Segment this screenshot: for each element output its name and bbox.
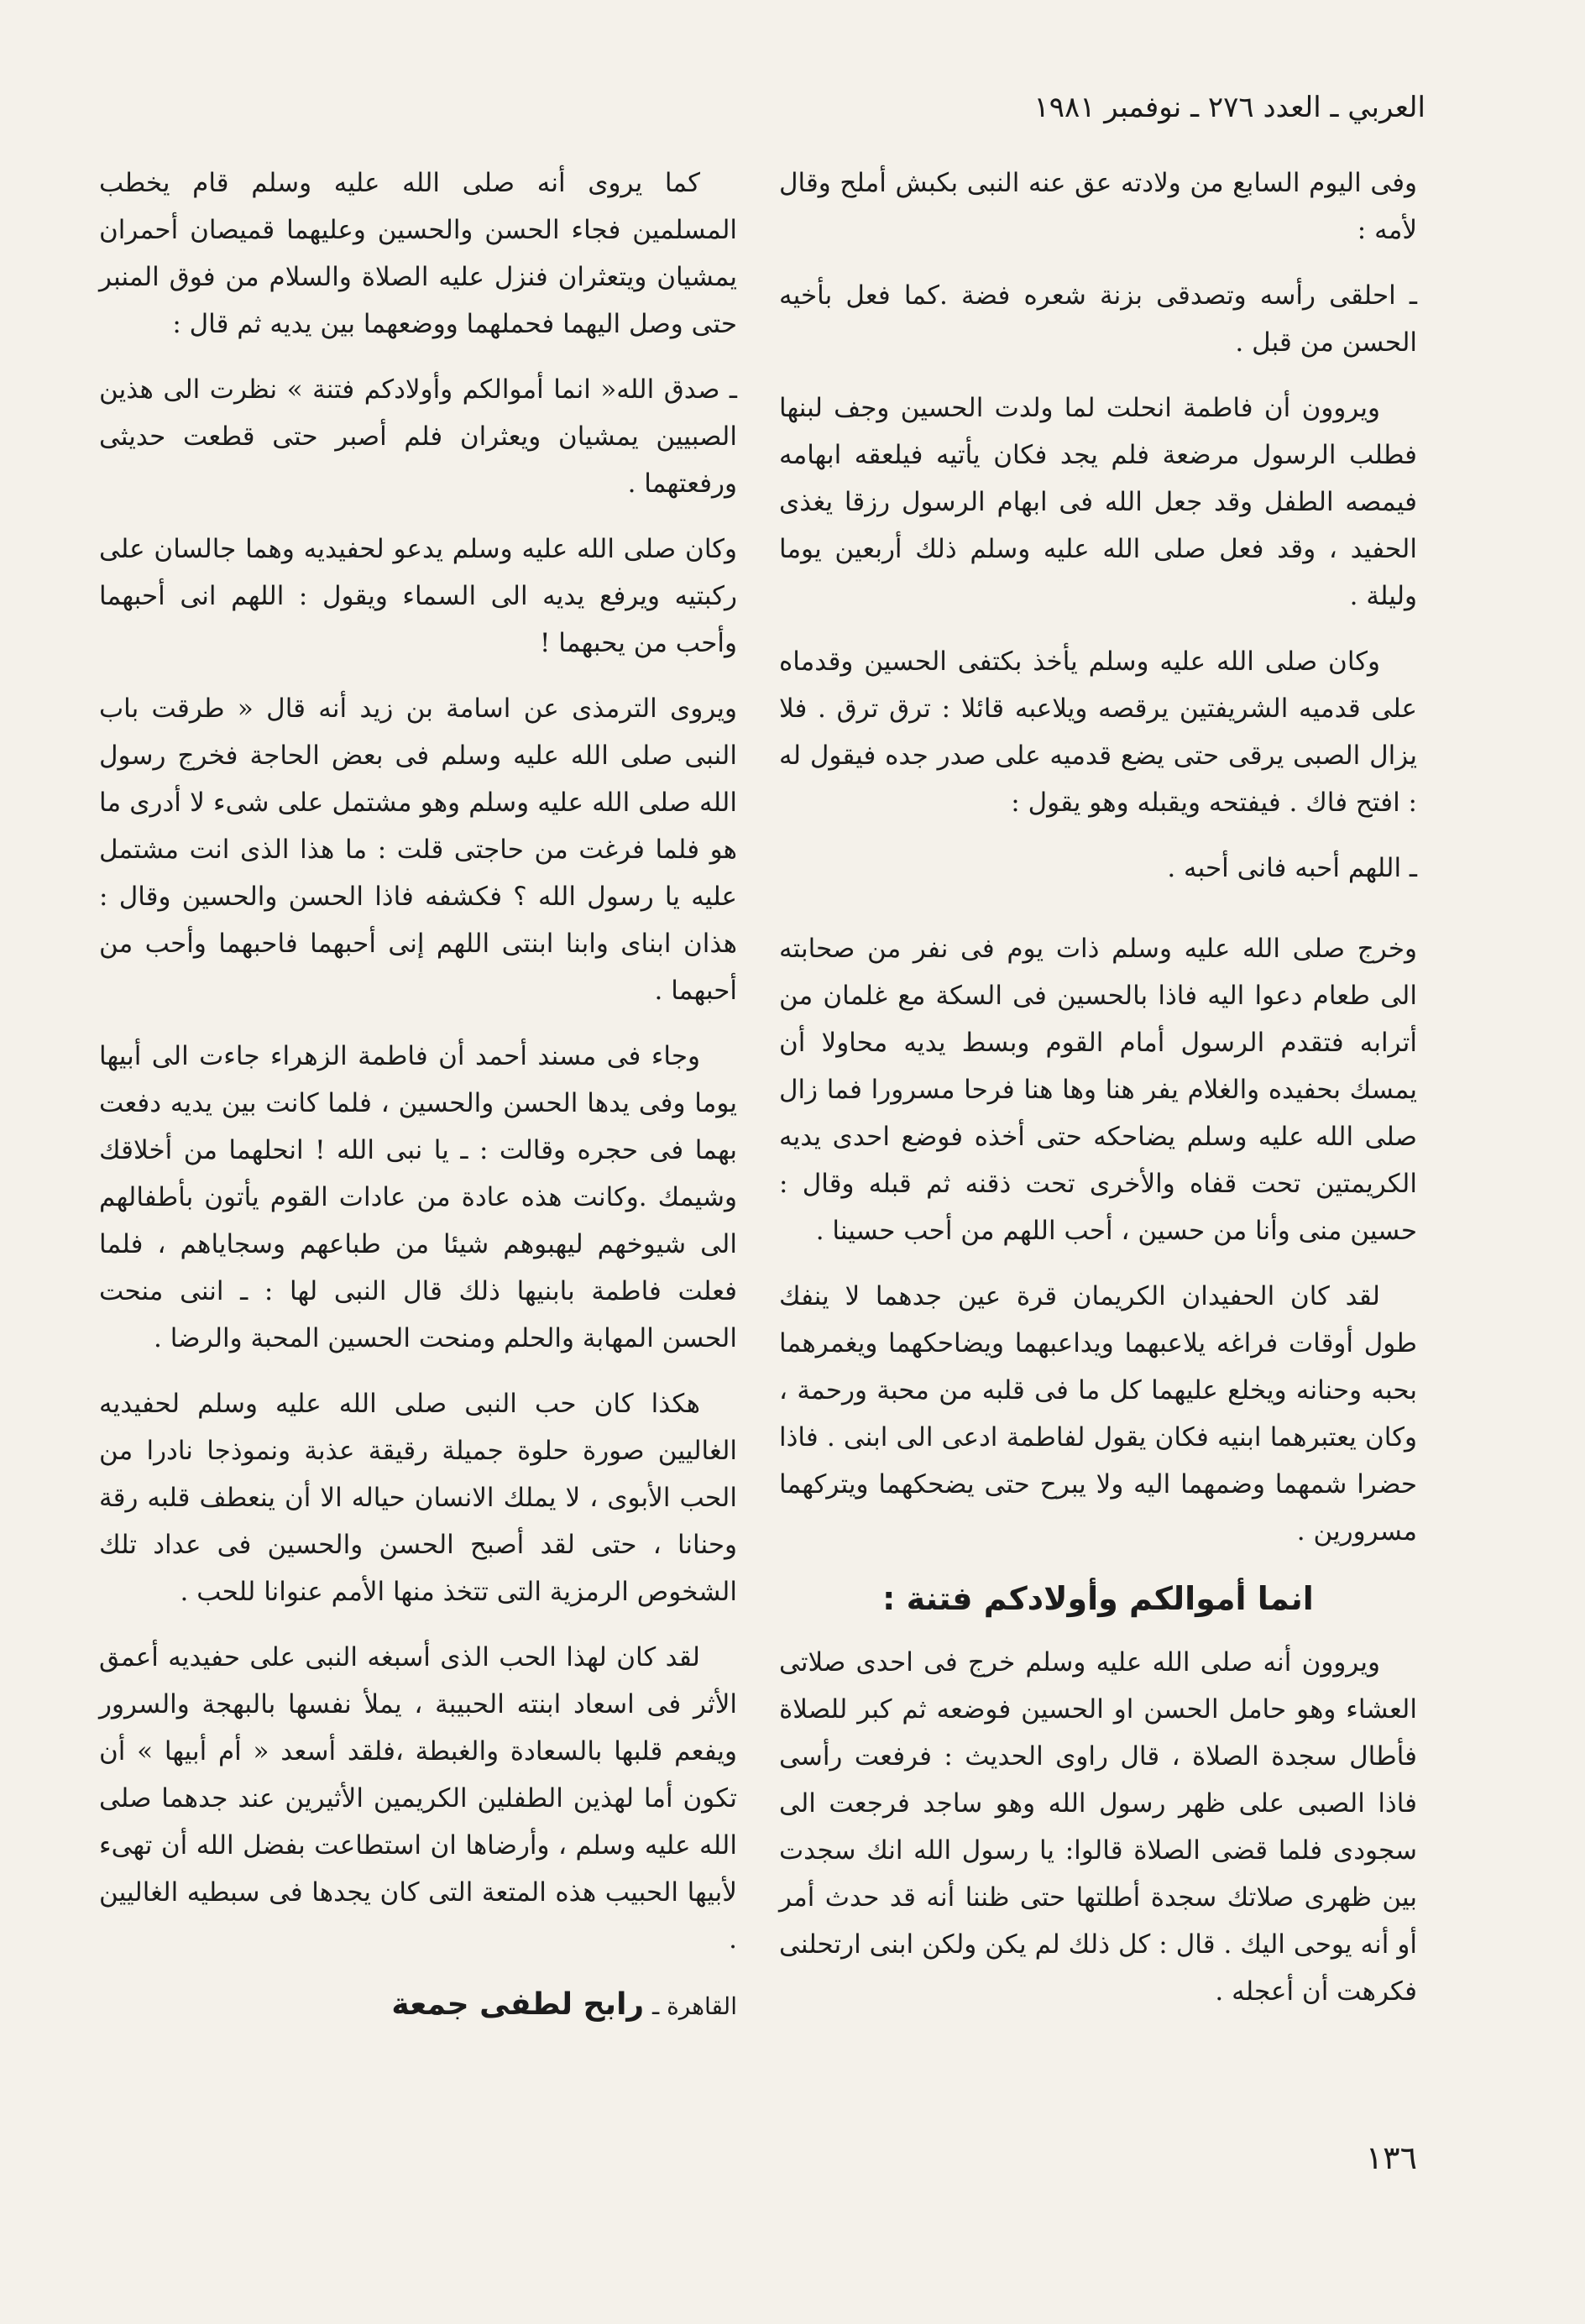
paragraph: ـ اللهم أحبه فانى أحبه . <box>1167 853 1417 883</box>
paragraph: ويروون أنه صلى الله عليه وسلم خرج فى احدى صلاتى العشاء وهو حامل الحسن او الحسين فوضعه ثم كبر للصلاة فأطال سجدة الصلاة ، قال راوى الحديث : فرفعت رأسى فاذا الصبى على ظهر رسول الله وهو ساجد فرجعت الى سجودى فلما قضى الصلاة قالوا: يا رسول الله انك سجدت بين ظهرى صلاتك سجدة أطلتها حتى ظننا أنه قد حدث أمر أو أنه يوحى اليك . قال : كل ذلك لم يكن ولكن ابنى ارتحلنى فكرهت أن أعجله . <box>779 1647 1417 2007</box>
paragraph: لقد كان لهذا الحب الذى أسبغه النبى على حفيديه أعمق الأثر فى اسعاد ابنته الحبيبة ، يملأ نفسها بالبهجة والسرور ويفعم قلبها بالسعادة والغبطة ،فلقد أسعد « أم أبيها » أن تكون أما لهذين الطفلين الكريمين الأثيرين عند جدهما صلى الله عليه وسلم ، وأرضاها ان استطاعت بفضل الله أن تهىء لأبيها الحبيب هذه المتعة التى كان يجدها فى سبطيه الغاليين . <box>99 1642 737 1955</box>
paragraph: لقد كان الحفيدان الكريمان قرة عين جدهما لا ينفك طول أوقات فراغه يلاعبهما ويداعبهما ويضاحكهما ويغمرهما بحبه وحنانه ويخلع عليهما كل ما فى قلبه من محبة ورحمة ، وكان يعتبرهما ابنيه فكان يقول لفاطمة ادعى الى ابنى . فاذا حضرا شمهما وضمهما اليه ولا يبرح حتى يضحكهما ويتركهما مسرورين . <box>779 1281 1417 1547</box>
paragraph: وكان صلى الله عليه وسلم يأخذ بكتفى الحسين وقدماه على قدميه الشريفتين يرقصه ويلاعبه قائلا : ترق ترق . فلا يزال الصبى يرقى حتى يضع قدميه على صدر جده فيقول له : افتح فاك . فيفتحه ويقبله وهو يقول : <box>779 646 1417 818</box>
signature-author: رابح لطفى جمعة <box>391 1987 645 2022</box>
paragraph: وفى اليوم السابع من ولادته عق عنه النبى بكبش أملح وقال لأمه : <box>779 168 1417 245</box>
paragraph: ـ صدق الله« انما أموالكم وأولادكم فتنة » نظرت الى هذين الصبيين يمشيان ويعثران فلم أصبر حتى قطعت حديثى ورفعتهما . <box>99 374 737 499</box>
signature-city: القاهرة ـ <box>652 1992 737 2020</box>
paragraph: وجاء فى مسند أحمد أن فاطمة الزهراء جاءت الى أبيها يوما وفى يدها الحسن والحسين ، فلما كانت بين يديه دفعت بهما فى حجره وقالت : ـ يا نبى الله ! انحلهما من أخلاقك وشيمك .وكانت هذه عادة من عادات القوم يأتون بأطفالهم الى شيوخهم ليهبوهم شيئا من طباعهم وسجاياهم ، فلما فعلت فاطمة بابنيها ذلك قال النبى لها : ـ اننى منحت الحسن المهابة والحلم ومنحت الحسين المحبة والرضا . <box>99 1041 737 1353</box>
page-number: ١٣٦ <box>1365 2139 1417 2176</box>
running-header: العربي ـ العدد ٢٧٦ ـ نوفمبر ١٩٨١ <box>1033 91 1425 124</box>
left-column <box>99 160 737 2049</box>
right-column <box>779 160 1417 2034</box>
paragraph: ويروى الترمذى عن اسامة بن زيد أنه قال « طرقت باب النبى صلى الله عليه وسلم فى بعض الحاجة فخرج رسول الله صلى الله عليه وسلم وهو مشتمل على شىء لا أدرى ما هو فلما فرغت من حاجتى قلت : ما هذا الذى انت مشتمل عليه يا رسول الله ؟ فكشفه فاذا الحسن والحسين وقال : هذان ابناى وابنا ابنتى اللهم إنى أحبهما فاحبهما وأحب من أحبهما . <box>99 694 737 1006</box>
paragraph: ـ احلقى رأسه وتصدقى بزنة شعره فضة .كما فعل بأخيه الحسن من قبل . <box>779 280 1417 358</box>
paragraph: ويروون أن فاطمة انحلت لما ولدت الحسين وجف لبنها فطلب الرسول مرضعة فلم يجد فكان يأتيه فيلعقه ابهامه فيمصه الطفل وقد جعل الله فى ابهام الرسول رزقا يغذى الحفيد ، وقد فعل صلى الله عليه وسلم ذلك أربعين يوما وليلة . <box>779 393 1417 611</box>
paragraph: وخرج صلى الله عليه وسلم ذات يوم فى نفر من صحابته الى طعام دعوا اليه فاذا بالحسين فى السكة مع غلمان من أترابه فتقدم الرسول أمام القوم وبسط يديه محاولا أن يمسك بحفيده والغلام يفر هنا وها هنا فرحا مسرورا فما زال صلى الله عليه وسلم يضاحكه حتى أخذه فوضع احدى يديه الكريمتين تحت قفاه والأخرى تحت ذقنه ثم قبله وقال : حسين منى وأنا من حسين ، أحب اللهم من أحب حسينا . <box>779 934 1417 1246</box>
paragraph: كما يروى أنه صلى الله عليه وسلم قام يخطب المسلمين فجاء الحسن والحسين وعليهما قميصان أحمران يمشيان ويتعثران فنزل عليه الصلاة والسلام من فوق المنبر حتى وصل اليهما فحملهما ووضعهما بين يديه ثم قال : <box>99 168 737 339</box>
paragraph: هكذا كان حب النبى صلى الله عليه وسلم لحفيديه الغاليين صورة حلوة جميلة رقيقة عذبة ونموذجا نادرا من الحب الأبوى ، لا يملك الانسان حياله الا أن ينعطف قلبه رقة وحنانا ، حتى لقد أصبح الحسن والحسين فى عداد تلك الشخوص الرمزية التى تتخذ منها الأمم عنوانا للحب . <box>99 1389 737 1607</box>
paragraph: وكان صلى الله عليه وسلم يدعو لحفيديه وهما جالسان على ركبتيه ويرفع يديه الى السماء ويقول : اللهم انى أحبهما وأحب من يحبهما ! <box>99 534 737 658</box>
section-heading: انما أموالكم وأولادكم فتنة : <box>882 1580 1314 1617</box>
author-signature <box>99 1981 737 2030</box>
